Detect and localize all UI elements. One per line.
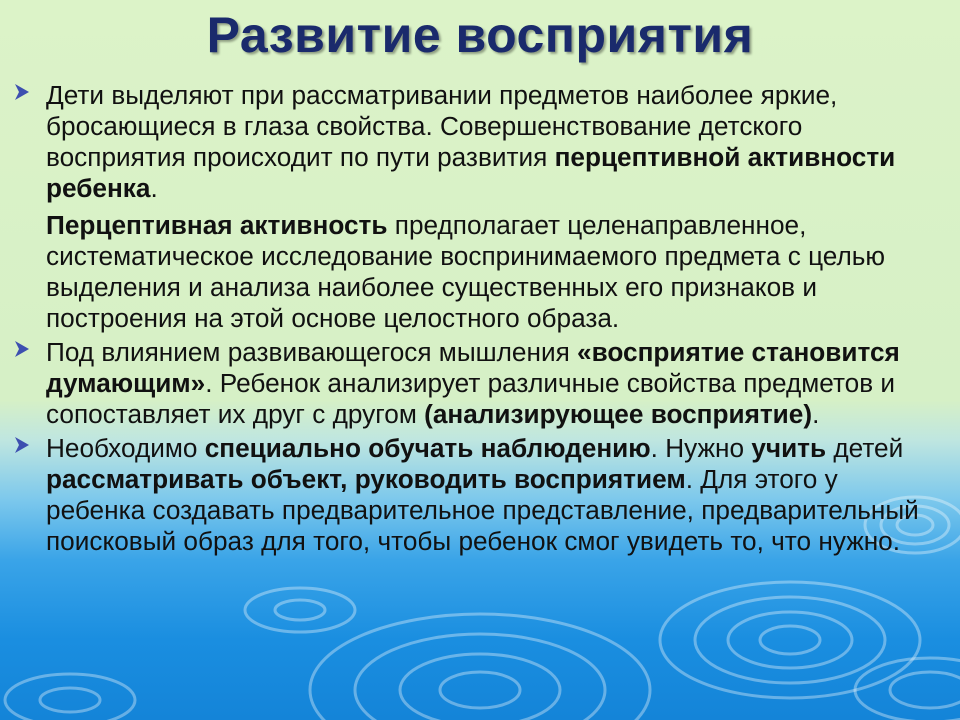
emphasis-text: рассматривать объект, руководить восприятием <box>46 464 686 494</box>
paragraph: Необходимо специально обучать наблюдению. Нужно учить детей рассматривать объект, руководить восприятием. Для этого у ребенка создавать предварительное представление, предварительный поисковый образ для того, чтобы ребенок смог увидеть то, что нужно. <box>46 433 919 556</box>
emphasis-text: «восприятие становится думающим» <box>46 337 900 398</box>
arrowhead-bullet-icon <box>12 338 32 360</box>
emphasis-text: Перцептивная активность <box>46 210 388 240</box>
emphasis-text: учить <box>751 433 827 463</box>
emphasis-text: перцептивной активности ребенка <box>46 142 896 203</box>
emphasis-text: (анализирующее восприятие) <box>424 399 813 429</box>
bullet-item-3 <box>12 433 942 557</box>
arrowhead-bullet-icon <box>12 434 32 456</box>
bullet-item-1 <box>12 80 942 334</box>
paragraph: Под влиянием развивающегося мышления «восприятие становится думающим». Ребенок анализирует различные свойства предметов и сопоставляет их друг с другом (анализирующее восприятие). <box>46 337 900 429</box>
paragraph: Дети выделяют при рассматривании предметов наиболее яркие, бросающиеся в глаза свойства. Совершенствование детского восприятия происходит по пути развития перцептивной активности ребенка. <box>46 80 896 203</box>
paragraph: Перцептивная активность предполагает целенаправленное, систематическое исследование воспринимаемого предмета с целью выделения и анализа наиболее существенных его признаков и построения на этой основе целостного образа. <box>46 210 886 333</box>
bullet-list <box>12 80 942 557</box>
emphasis-text: специально обучать наблюдению <box>204 433 651 463</box>
slide-title: Развитие восприятия <box>206 7 754 63</box>
bullet-item-2 <box>12 337 942 430</box>
arrowhead-bullet-icon <box>12 81 32 103</box>
